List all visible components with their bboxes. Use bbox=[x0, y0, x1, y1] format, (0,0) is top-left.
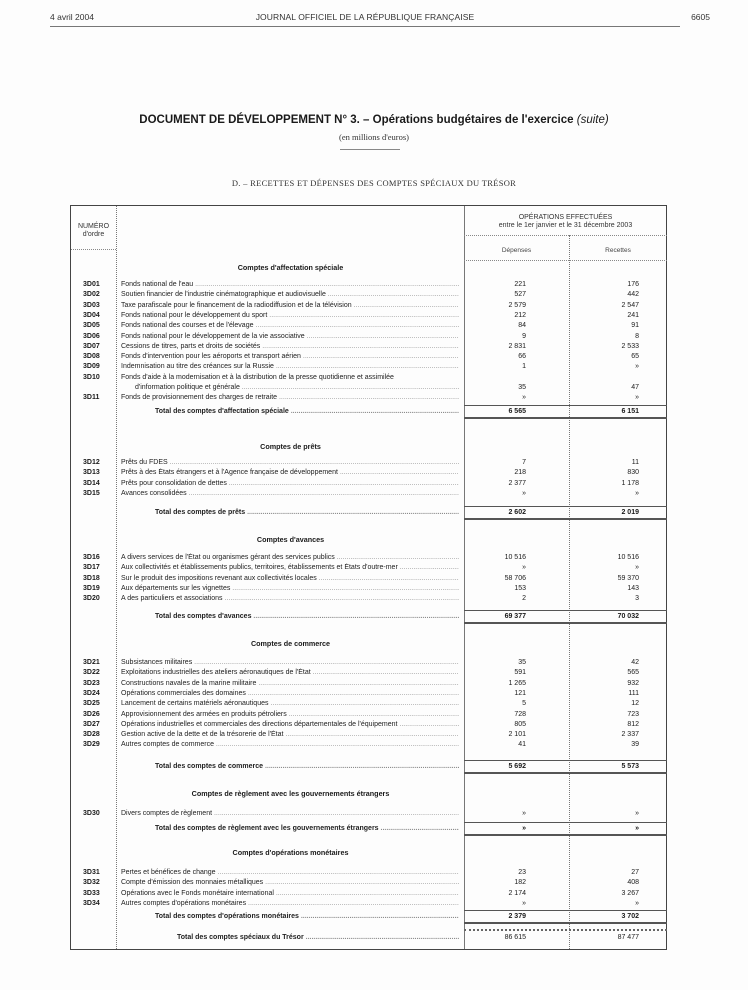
recettes-value: 39 bbox=[631, 741, 639, 749]
table-row bbox=[71, 710, 668, 720]
recettes-value: 830 bbox=[627, 469, 639, 477]
recettes-value: » bbox=[635, 810, 639, 817]
row-label: Autres comptes d'opérations monétaires ..... bbox=[121, 899, 459, 909]
row-code: 3D31 bbox=[83, 869, 100, 876]
depenses-value: » bbox=[522, 394, 526, 402]
row-code: 3D28 bbox=[83, 731, 100, 739]
row-label: Opérations industrielles et commerciales des directions départementales de l'équipement ..... bbox=[121, 720, 459, 730]
row-code: 3D14 bbox=[83, 479, 100, 487]
row-code: 3D19 bbox=[83, 584, 100, 592]
row-code: 3D05 bbox=[83, 322, 100, 330]
total-recettes: 2 019 bbox=[621, 509, 639, 516]
total-label: Total des comptes de commerce ..... bbox=[121, 762, 459, 772]
recettes-value: 241 bbox=[627, 311, 639, 319]
row-label: Fonds national pour le développement du sport ..... bbox=[121, 311, 459, 321]
total-recettes: 70 032 bbox=[617, 613, 639, 620]
row-code: 3D16 bbox=[83, 554, 100, 561]
row-code: 3D22 bbox=[83, 669, 100, 677]
group-title: Comptes de commerce bbox=[250, 639, 331, 648]
recettes-value: 408 bbox=[627, 879, 639, 887]
table-row bbox=[71, 878, 668, 888]
row-label: Sur le produit des impositions revenant aux collectivités locales ..... bbox=[121, 574, 459, 584]
recettes-value: 12 bbox=[631, 700, 639, 708]
depenses-value: 23 bbox=[518, 869, 526, 876]
row-label: A des particuliers et associations ..... bbox=[121, 594, 459, 604]
row-code: 3D18 bbox=[83, 574, 100, 582]
total-row bbox=[71, 407, 668, 417]
depenses-value: 182 bbox=[514, 879, 526, 887]
row-label: Fonds de provisionnement des charges de retraite ..... bbox=[121, 393, 459, 403]
depenses-value: 591 bbox=[514, 669, 526, 677]
row-label: Pertes et bénéfices de change ..... bbox=[121, 868, 459, 878]
table-row bbox=[71, 594, 668, 604]
recettes-value: 2 337 bbox=[621, 731, 639, 739]
depenses-value: 2 579 bbox=[508, 301, 526, 309]
recettes-value: 91 bbox=[631, 322, 639, 330]
total-label: Total des comptes de prêts ..... bbox=[121, 508, 459, 518]
table-row bbox=[71, 479, 668, 489]
group-title: Comptes d'affectation spéciale bbox=[237, 263, 344, 272]
grand-total-divider bbox=[464, 929, 667, 931]
depenses-value: 527 bbox=[514, 291, 526, 299]
title-rule bbox=[340, 149, 400, 150]
depenses-value: 805 bbox=[514, 720, 526, 728]
table-row bbox=[71, 740, 668, 750]
row-code: 3D15 bbox=[83, 489, 100, 497]
header-date: 4 avril 2004 bbox=[50, 12, 94, 22]
table-row bbox=[71, 868, 668, 878]
depenses-value: 35 bbox=[518, 659, 526, 666]
recettes-value: 10 516 bbox=[617, 554, 639, 561]
table-row bbox=[71, 321, 668, 331]
row-label: Indemnisation au titre des créances sur la Russie ..... bbox=[121, 362, 459, 372]
table-row bbox=[71, 553, 668, 563]
operations-header bbox=[464, 214, 667, 230]
numero-header-line2: d'ordre bbox=[82, 231, 105, 238]
recettes-value: » bbox=[635, 394, 639, 402]
depenses-value: 58 706 bbox=[504, 574, 526, 582]
depenses-value: 2 831 bbox=[508, 342, 526, 350]
total-recettes: 3 702 bbox=[621, 913, 639, 920]
depenses-value: 41 bbox=[518, 741, 526, 749]
row-code: 3D03 bbox=[83, 301, 100, 309]
depenses-value: 2 174 bbox=[508, 889, 526, 897]
row-label: A divers services de l'État ou organismes gérant des services publics ..... bbox=[121, 553, 459, 563]
table-row bbox=[71, 352, 668, 362]
depenses-value: 2 377 bbox=[508, 479, 526, 487]
depenses-value: 9 bbox=[522, 332, 526, 340]
row-label: Prêts à des États étrangers et à l'Agence française de développement ..... bbox=[121, 468, 459, 478]
depenses-value: 2 101 bbox=[508, 731, 526, 739]
table-row bbox=[71, 658, 668, 668]
header-divider bbox=[464, 260, 667, 261]
row-label: Avances consolidées ..... bbox=[121, 489, 459, 499]
operations-header-line1: OPÉRATIONS EFFECTUÉES bbox=[518, 214, 613, 221]
table-row bbox=[71, 809, 668, 819]
depenses-value: 2 bbox=[522, 595, 526, 603]
table-row bbox=[71, 574, 668, 584]
depenses-value: » bbox=[522, 564, 526, 572]
depenses-value: 221 bbox=[514, 281, 526, 288]
recettes-value: 442 bbox=[627, 291, 639, 299]
row-code: 3D12 bbox=[83, 459, 100, 466]
section-title: D. – RECETTES ET DÉPENSES DES COMPTES SPÉCIAUX DU TRÉSOR bbox=[231, 178, 517, 188]
table-row bbox=[71, 290, 668, 300]
header-divider bbox=[464, 235, 667, 236]
table-row bbox=[71, 899, 668, 909]
total-depenses: 69 377 bbox=[504, 613, 526, 620]
row-code: 3D07 bbox=[83, 342, 100, 350]
recettes-value: 812 bbox=[627, 720, 639, 728]
recettes-value: 27 bbox=[631, 869, 639, 876]
row-label: Constructions navales de la marine militaire ..... bbox=[121, 679, 459, 689]
row-code: 3D23 bbox=[83, 679, 100, 687]
row-label: Taxe parafiscale pour le financement de la radiodiffusion et de la télévision ..... bbox=[121, 301, 459, 311]
depenses-value: 1 bbox=[522, 363, 526, 371]
depenses-value: 5 bbox=[522, 700, 526, 708]
row-code: 3D26 bbox=[83, 710, 100, 718]
table-row bbox=[71, 720, 668, 730]
row-label: Opérations avec le Fonds monétaire international ..... bbox=[121, 889, 459, 899]
row-label: Subsistances militaires ..... bbox=[121, 658, 459, 668]
total-label: Total des comptes d'avances ..... bbox=[121, 612, 459, 622]
total-row bbox=[71, 612, 668, 622]
depenses-value: 728 bbox=[514, 710, 526, 718]
recettes-value: 59 370 bbox=[617, 574, 639, 582]
table-row bbox=[71, 342, 668, 352]
row-label: Opérations commerciales des domaines ..... bbox=[121, 689, 459, 699]
row-label: Fonds d'intervention pour les aéroports et transport aérien ..... bbox=[121, 352, 459, 362]
group-title: Comptes de prêts bbox=[260, 442, 321, 451]
header-journal-title: JOURNAL OFFICIEL DE LA RÉPUBLIQUE FRANÇAISE bbox=[255, 12, 475, 22]
table-row bbox=[71, 730, 668, 740]
recettes-value: 143 bbox=[627, 584, 639, 592]
depenses-value: 153 bbox=[514, 584, 526, 592]
recettes-value: 47 bbox=[631, 384, 639, 391]
table-row bbox=[71, 301, 668, 311]
row-label: Fonds national de l'eau ..... bbox=[121, 280, 459, 290]
recettes-value: 176 bbox=[627, 281, 639, 288]
depenses-value: 212 bbox=[514, 311, 526, 319]
row-label: Approvisionnement des armées en produits pétroliers ..... bbox=[121, 710, 459, 720]
recettes-value: 11 bbox=[631, 459, 639, 466]
table-row-continuation bbox=[71, 383, 668, 393]
table-row bbox=[71, 699, 668, 709]
recettes-value: 723 bbox=[627, 710, 639, 718]
table-row bbox=[71, 489, 668, 499]
depenses-value: 10 516 bbox=[504, 554, 526, 561]
depenses-value: » bbox=[522, 899, 526, 907]
group-title: Comptes d'avances bbox=[256, 535, 325, 544]
table-row bbox=[71, 889, 668, 899]
row-code: 3D24 bbox=[83, 689, 100, 697]
row-label: Fonds national des courses et de l'élevage ..... bbox=[121, 321, 459, 331]
total-depenses: 2 602 bbox=[508, 509, 526, 516]
header-divider bbox=[71, 249, 116, 250]
row-label: Cessions de titres, parts et droits de sociétés ..... bbox=[121, 342, 459, 352]
grand-total-row bbox=[71, 933, 668, 943]
row-code: 3D32 bbox=[83, 879, 100, 887]
table-row bbox=[71, 584, 668, 594]
row-code: 3D10 bbox=[83, 373, 100, 381]
row-label: Lancement de certains matériels aéronautiques ..... bbox=[121, 699, 459, 709]
group-title: Comptes d'opérations monétaires bbox=[232, 848, 349, 857]
total-recettes: 5 573 bbox=[621, 763, 639, 770]
row-label: Aux collectivités et établissements publics, territoires, établissements et États d'outre-mer ..... bbox=[121, 563, 459, 573]
depenses-value: 218 bbox=[514, 469, 526, 477]
numero-header bbox=[71, 223, 116, 239]
table-row bbox=[71, 679, 668, 689]
row-label: Aux départements sur les vignettes ..... bbox=[121, 584, 459, 594]
depenses-value: 121 bbox=[514, 689, 526, 697]
total-depenses: 2 379 bbox=[508, 913, 526, 920]
recettes-value: 3 bbox=[635, 595, 639, 603]
total-row bbox=[71, 508, 668, 518]
depenses-value: » bbox=[522, 489, 526, 497]
numero-header-line1: NUMÉRO bbox=[77, 223, 110, 230]
recettes-value: 565 bbox=[627, 669, 639, 677]
row-label: Prêts du FDES ..... bbox=[121, 458, 459, 468]
table-row bbox=[71, 668, 668, 678]
recettes-value: 1 178 bbox=[621, 479, 639, 487]
table-row bbox=[71, 311, 668, 321]
recettes-value: 111 bbox=[628, 689, 639, 697]
document-title-main: DOCUMENT DE DÉVELOPPEMENT N° 3. – Opérations budgétaires de l'exercice bbox=[139, 114, 574, 126]
table-row bbox=[71, 468, 668, 478]
row-label: Gestion active de la dette et de la trésorerie de l'État ..... bbox=[121, 730, 459, 740]
depenses-value: 7 bbox=[522, 459, 526, 466]
document-unit: (en millions d'euros) bbox=[339, 132, 409, 142]
row-code: 3D34 bbox=[83, 899, 100, 907]
row-code: 3D30 bbox=[83, 810, 100, 817]
operations-header-line2: entre le 1er janvier et le 31 décembre 2003 bbox=[498, 222, 633, 229]
total-row bbox=[71, 762, 668, 772]
grand-total-depenses: 86 615 bbox=[504, 934, 526, 941]
grand-total-label: Total des comptes spéciaux du Trésor ..... bbox=[121, 933, 459, 943]
row-code: 3D27 bbox=[83, 720, 100, 728]
depenses-value: 66 bbox=[518, 353, 526, 361]
total-recettes: 6 151 bbox=[621, 408, 639, 415]
row-label: Fonds d'aide à la modernisation et à la distribution de la presse quotidienne et assimilée bbox=[121, 373, 394, 381]
table-row bbox=[71, 458, 668, 468]
recettes-value: 2 547 bbox=[621, 301, 639, 309]
row-code: 3D25 bbox=[83, 700, 100, 708]
total-depenses: 6 565 bbox=[508, 408, 526, 415]
recettes-value: 932 bbox=[627, 679, 639, 687]
row-label: Exploitations industrielles des ateliers aéronautiques de l'État ..... bbox=[121, 668, 459, 678]
row-code: 3D21 bbox=[83, 659, 100, 666]
recettes-value: 2 533 bbox=[621, 342, 639, 350]
recettes-value: » bbox=[635, 363, 639, 371]
row-code: 3D29 bbox=[83, 741, 100, 749]
header-rule bbox=[50, 26, 680, 27]
total-depenses: » bbox=[522, 825, 526, 832]
depenses-value: 35 bbox=[518, 384, 526, 391]
total-recettes: » bbox=[635, 825, 639, 832]
row-label: Fonds national pour le développement de la vie associative ..... bbox=[121, 332, 459, 342]
total-label: Total des comptes de règlement avec les gouvernements étrangers ..... bbox=[121, 824, 459, 834]
document-title-suite: (suite) bbox=[576, 114, 609, 126]
row-code: 3D04 bbox=[83, 311, 100, 319]
row-code: 3D33 bbox=[83, 889, 100, 897]
row-code: 3D20 bbox=[83, 595, 100, 603]
depenses-value: 1 265 bbox=[508, 679, 526, 687]
recettes-value: » bbox=[635, 564, 639, 572]
depenses-value: » bbox=[522, 810, 526, 817]
table-row bbox=[71, 362, 668, 372]
total-depenses: 5 692 bbox=[508, 763, 526, 770]
row-label: Soutien financier de l'industrie cinématographique et audiovisuelle ..... bbox=[121, 290, 459, 300]
row-label-continuation: d'information politique et générale ..... bbox=[121, 383, 459, 393]
column-header-depenses: Dépenses bbox=[501, 247, 532, 254]
accounts-table bbox=[70, 205, 667, 950]
row-label: Prêts pour consolidation de dettes ..... bbox=[121, 479, 459, 489]
row-code: 3D08 bbox=[83, 353, 100, 361]
row-label: Compte d'émission des monnaies métalliques ..... bbox=[121, 878, 459, 888]
document-title bbox=[0, 114, 748, 126]
total-label: Total des comptes d'affectation spéciale ..... bbox=[121, 407, 459, 417]
recettes-value: 3 267 bbox=[621, 889, 639, 897]
total-row bbox=[71, 824, 668, 834]
table-row bbox=[71, 563, 668, 573]
group-title: Comptes de règlement avec les gouvernements étrangers bbox=[191, 789, 390, 798]
table-row bbox=[71, 393, 668, 403]
recettes-value: » bbox=[635, 899, 639, 907]
row-label: Divers comptes de règlement ..... bbox=[121, 809, 459, 819]
recettes-value: 65 bbox=[631, 353, 639, 361]
grand-total-recettes: 87 477 bbox=[617, 934, 639, 941]
row-label: Autres comptes de commerce ..... bbox=[121, 740, 459, 750]
depenses-value: 84 bbox=[518, 322, 526, 330]
column-header-recettes: Recettes bbox=[605, 247, 631, 254]
row-code: 3D13 bbox=[83, 469, 100, 477]
row-code: 3D01 bbox=[83, 281, 100, 288]
row-code: 3D06 bbox=[83, 332, 100, 340]
row-code: 3D02 bbox=[83, 291, 100, 299]
total-row bbox=[71, 912, 668, 922]
table-row bbox=[71, 689, 668, 699]
row-code: 3D17 bbox=[83, 564, 100, 572]
table-row bbox=[71, 280, 668, 290]
recettes-value: » bbox=[635, 489, 639, 497]
table-row bbox=[71, 373, 668, 383]
recettes-value: 42 bbox=[631, 659, 639, 666]
header-page-number: 6605 bbox=[691, 12, 710, 22]
row-code: 3D09 bbox=[83, 363, 100, 371]
row-code: 3D11 bbox=[83, 394, 100, 402]
table-row bbox=[71, 332, 668, 342]
recettes-value: 8 bbox=[635, 332, 639, 340]
total-label: Total des comptes d'opérations monétaires ..... bbox=[121, 912, 459, 922]
